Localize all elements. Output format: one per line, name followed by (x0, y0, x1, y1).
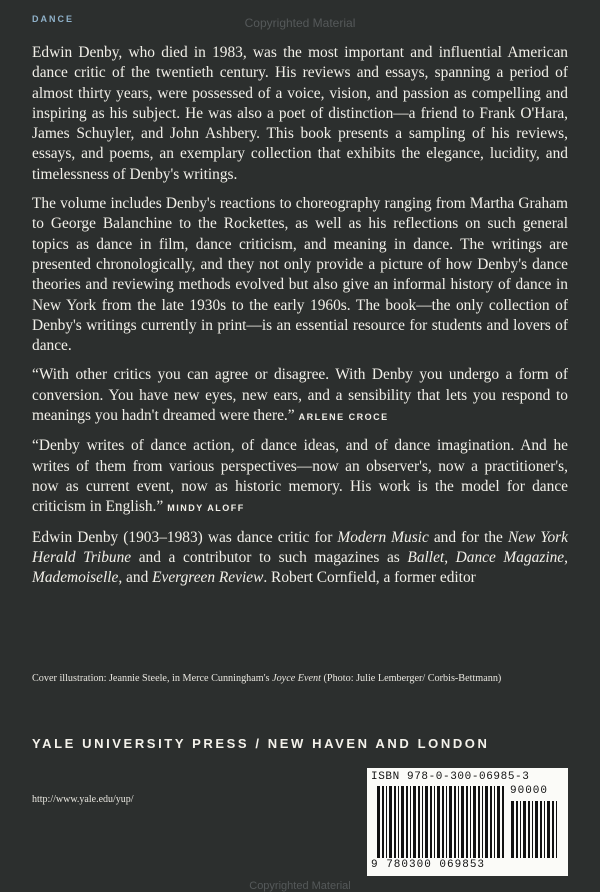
barcode-bar (511, 801, 514, 858)
author-bio: Edwin Denby (1903–1983) was dance critic for Modern Music and for the New York Herald Tribune and a contributor to such magazines as Ballet, Dance Magazine, Mademoiselle, and Evergreen Review. Robert Cornfield, a former editor (32, 528, 569, 587)
barcode-bar (449, 786, 452, 858)
barcode-bar (458, 786, 459, 858)
publication-title: New York Herald Tribune (32, 528, 569, 566)
work-title: Joyce Event (272, 673, 321, 684)
watermark-bottom: Copyrighted Material (249, 880, 351, 892)
publication-title: Evergreen Review (152, 569, 264, 587)
quote-text: “Denby writes of dance action, of dance ideas, and of dance imagination. And he writes of them from various perspectives—now an observer's, now a practitioner's, now as current event, now as historic memory. His work is the model for dance criticism in English.” (32, 437, 568, 516)
barcode-bar (520, 801, 521, 858)
barcode-bar (461, 786, 464, 858)
barcode-bar (478, 786, 480, 858)
barcode-bar (434, 786, 435, 858)
barcode-bar (418, 786, 420, 858)
barcode-bar (377, 786, 380, 858)
description-text (32, 43, 568, 597)
quote-author: MINDY ALOFF (167, 503, 245, 514)
barcode-bar (442, 786, 444, 858)
barcode-bar (466, 786, 468, 858)
publication-title: Mademoiselle (32, 569, 119, 587)
cover-credit: Cover illustration: Jeannie Steele, in Merce Cunningham's Joyce Event (Photo: Julie Lemberger/ Corbis-Bettmann) (32, 673, 502, 684)
publication-title: Dance Magazine (455, 548, 565, 566)
barcode-bar (470, 786, 471, 858)
publication-title: Ballet (407, 548, 445, 566)
barcode-bar (406, 786, 408, 858)
barcode-bar (422, 786, 423, 858)
barcode-bar (398, 786, 399, 858)
quote-text: “With other critics you can agree or disagree. With Denby you undergo a form of conversion. You have new eyes, new ears, and a sensibility that lets you respond to meanings you hadn't dreamed were there.” (32, 366, 568, 425)
barcode-bar (494, 786, 495, 858)
barcode-bar (430, 786, 432, 858)
barcode-bar (386, 786, 387, 858)
barcode-bar (547, 801, 550, 858)
barcode-bar (410, 786, 411, 858)
barcode-bar (532, 801, 533, 858)
barcode-bar (556, 801, 557, 858)
blurb-quote-1 (32, 365, 568, 427)
barcode-bar (482, 786, 483, 858)
barcode-bar (413, 786, 416, 858)
publisher-line: YALE UNIVERSITY PRESS / NEW HAVEN AND LONDON (32, 736, 490, 751)
barcode-bar (523, 801, 526, 858)
barcode-bar (516, 801, 518, 858)
barcode-bar (497, 786, 500, 858)
quote-author: ARLENE CROCE (298, 412, 389, 423)
barcode-bar (535, 801, 538, 858)
barcode-bar (389, 786, 392, 858)
barcode-bar (437, 786, 440, 858)
barcode-bar (382, 786, 384, 858)
barcode-box (367, 768, 568, 876)
description-paragraph-1: Edwin Denby, who died in 1983, was the most important and influential American dance critic of the twentieth century. His reviews and essays, spanning a period of almost thirty years, were possessed of a voice, vision, and passion as compelling and inspiring as his subject. He was also a poet of distinction—a friend to Frank O'Hara, James Schuyler, and John Ashbery. This book presents a sampling of his reviews, essays, and poems, an exemplary collection that exhibits the elegance, lucidity, and timelessness of Denby's writings. (32, 44, 568, 183)
price-code: 90000 (510, 785, 549, 797)
category-label: DANCE (32, 14, 75, 24)
barcode-bar (528, 801, 530, 858)
isbn-text: ISBN 978-0-300-06985-3 (371, 771, 530, 783)
barcode-bar (394, 786, 396, 858)
blurb-quote-2 (32, 436, 568, 518)
watermark-top: Copyrighted Material (244, 16, 356, 30)
barcode-bar (552, 801, 554, 858)
barcode-bar (485, 786, 488, 858)
barcode-bar (401, 786, 404, 858)
barcode-bar (540, 801, 542, 858)
ean-text: 9 780300 069853 (371, 859, 486, 871)
barcode-bar (473, 786, 476, 858)
barcode-bar (446, 786, 447, 858)
barcode-bar (502, 786, 504, 858)
publication-title: Modern Music (337, 528, 429, 546)
barcode-bar (490, 786, 492, 858)
barcode-bar (454, 786, 456, 858)
publisher-url: http://www.yale.edu/yup/ (32, 794, 134, 805)
description-paragraph-2: The volume includes Denby's reactions to choreography ranging from Martha Graham to George Balanchine to the Rockettes, as well as his reflections on such general topics as dance in film, dance criticism, and meaning in dance. The writings are presented chronologically, and they not only provide a picture of how Denby's dance theories and reviewing methods evolved but also give an informal history of dance in New York from the late 1930s to the early 1960s. The book—the only collection of Denby's writings currently in print—is an essential resource for students and lovers of dance. (32, 195, 568, 355)
barcode-bar (544, 801, 545, 858)
barcode-bar (425, 786, 428, 858)
